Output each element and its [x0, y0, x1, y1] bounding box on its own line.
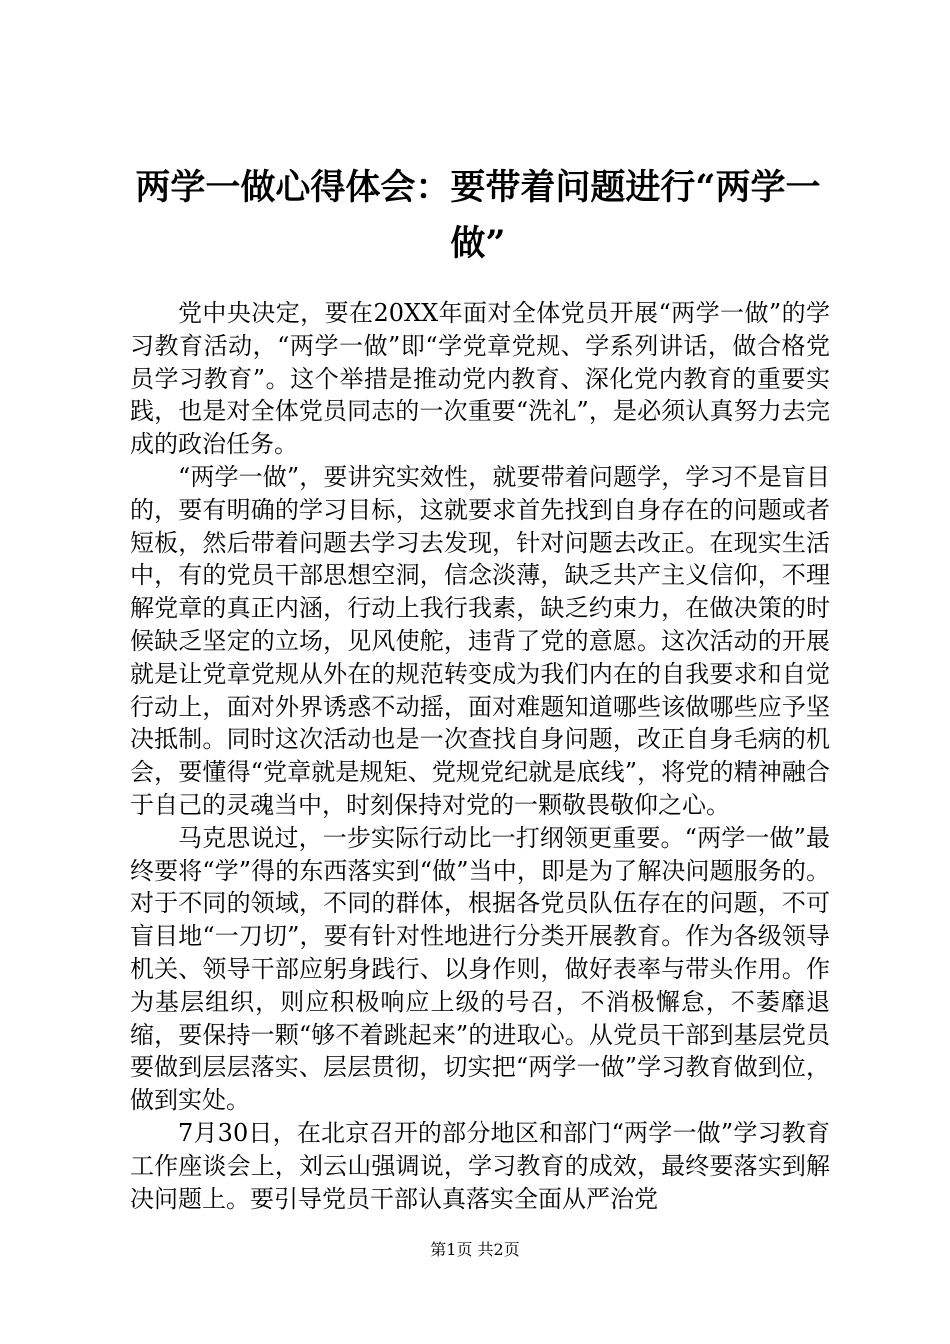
paragraph: 党中央决定，要在20XX年面对全体党员开展“两学一做”的学习教育活动，“两学一做”即“学党章党规、学系列讲话，做合格党员学习教育”。这个举措是推动党内教育、深化党内教育的重要实践，也是对全体党员同志的一次重要“洗礼”，是必须认真努力去完成的政治任务。	[130, 299, 830, 459]
document-body	[130, 297, 830, 1215]
page-number-footer: 第1页 共2页	[430, 1240, 520, 1259]
paragraph: 马克思说过，一步实际行动比一打纲领更重要。“两学一做”最终要将“学”得的东西落实到“做”当中，即是为了解决问题服务的。对于不同的领域，不同的群体，根据各党员队伍存在的问题，不可盲目地“一刀切”，要有针对性地进行分类开展教育。作为各级领导机关、领导干部应躬身践行、以身作则，做好表率与带头作用。作为基层组织，则应积极响应上级的号召，不消极懈怠，不萎靡退缩，要保持一颗“够不着跳起来”的进取心。从党员干部到基层党员要做到层层落实、层层贯彻，切实把“两学一做”学习教育做到位，做到实处。	[130, 823, 830, 1115]
document-title: 两学一做心得体会：要带着问题进行“两学一做”	[135, 167, 821, 264]
paragraph: 7月30日，在北京召开的部分地区和部门“两学一做”学习教育工作座谈会上，刘云山强调说，学习教育的成效，最终要落实到解决问题上。要引导党员干部认真落实全面从严治党	[130, 1118, 830, 1213]
paragraph: “两学一做”，要讲究实效性，就要带着问题学，学习不是盲目的，要有明确的学习目标，这就要求首先找到自身存在的问题或者短板，然后带着问题去学习去发现，针对问题去改正。在现实生活中，有的党员干部思想空洞，信念淡薄，缺乏共产主义信仰，不理解党章的真正内涵，行动上我行我素，缺乏约束力，在做决策的时候缺乏坚定的立场，见风使舵，违背了党的意愿。这次活动的开展就是让党章党规从外在的规范转变成为我们内在的自我要求和自觉行动上，面对外界诱惑不动摇，面对难题知道哪些该做哪些应予坚决抵制。同时这次活动也是一次查找自身问题，改正自身毛病的机会，要懂得“党章就是规矩、党规党纪就是底线”，将党的精神融合于自己的灵魂当中，时刻保持对党的一颗敬畏敬仰之心。	[130, 462, 830, 819]
